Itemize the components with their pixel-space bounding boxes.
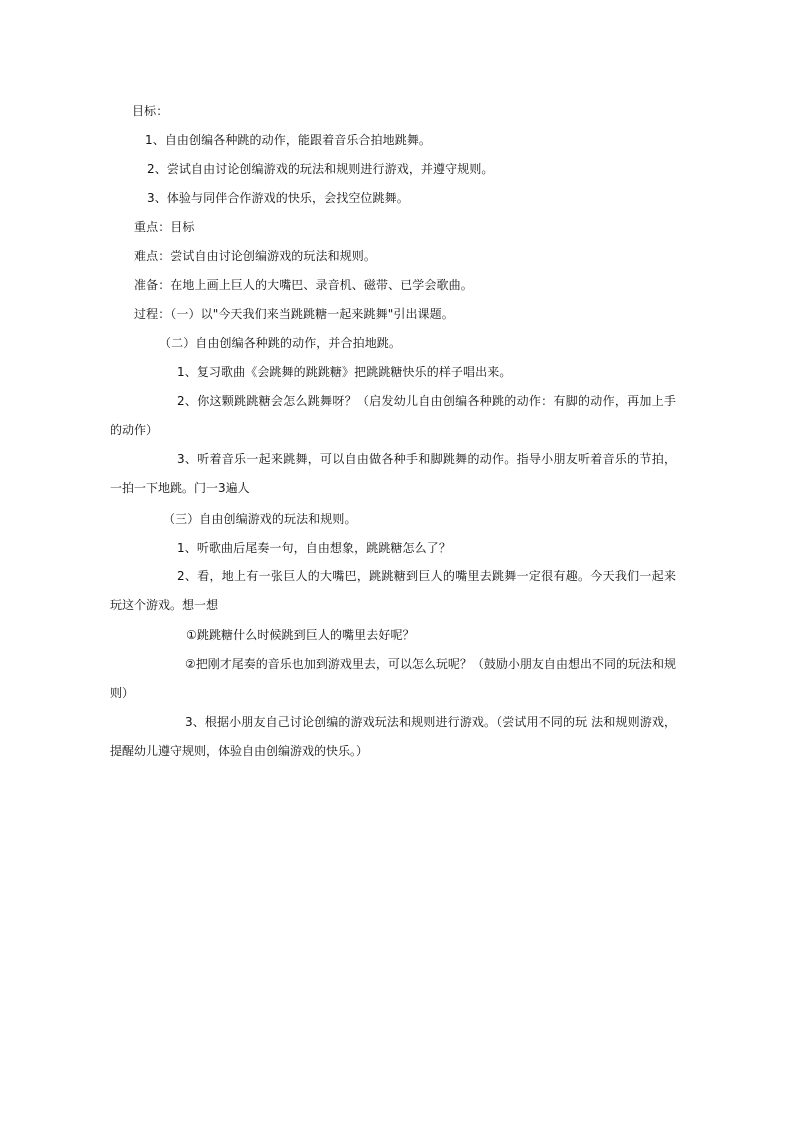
section-3-item-2: 2、看，地上有一张巨人的大嘴巴，跳跳糖到巨人的嘴里去跳舞一定很有趣。今天我们一起来玩这个游戏。想一想 — [110, 569, 676, 612]
goal-item-3: 3、体验与同伴合作游戏的快乐，会找空位跳舞。 — [147, 191, 409, 205]
goal-item-1: 1、自由创编各种跳的动作，能跟着音乐合拍地跳舞。 — [145, 133, 432, 147]
section-2-item-3: 3、听着音乐一起来跳舞，可以自由做各种手和脚跳舞的动作。指导小朋友听着音乐的节拍，一拍一下地跳。门一3遍人 — [110, 452, 676, 495]
section-3-question-2: ②把刚才尾奏的音乐也加到游戏里去，可以怎么玩呢？（鼓励小朋友自由想出不同的玩法和规则） — [110, 657, 676, 700]
section-3-item-3: 3、根据小朋友自己讨论创编的游戏玩法和规则进行游戏。（尝试用不同的玩 法和规则游戏，提醒幼儿遵守规则，体验自由创编游戏的快乐。） — [110, 715, 676, 758]
preparation: 准备：在地上画上巨人的大嘴巴、录音机、磁带、已学会歌曲。 — [134, 278, 473, 292]
section-2-title: （二）自由创编各种跳的动作，并合拍地跳。 — [159, 336, 402, 350]
section-3-question-1: ①跳跳糖什么时候跳到巨人的嘴里去好呢？ — [186, 628, 415, 642]
process-intro: 过程：（一）以"今天我们来当跳跳糖一起来跳舞"引出课题。 — [134, 307, 454, 321]
section-2-item-2: 2、你这颗跳跳糖会怎么跳舞呀？（启发幼儿自由创编各种跳的动作：有脚的动作，再加上手的动作） — [110, 394, 676, 437]
key-point: 重点：目标 — [134, 220, 195, 234]
section-3-item-1: 1、听歌曲后尾奏一句，自由想象，跳跳糖怎么了？ — [177, 541, 451, 555]
section-2-item-1: 1、复习歌曲《会跳舞的跳跳糖》把跳跳糖快乐的样子唱出来。 — [177, 365, 512, 379]
goal-item-2: 2、尝试自由讨论创编游戏的玩法和规则进行游戏，并遵守规则。 — [147, 162, 494, 176]
goal-label: 目标： — [132, 104, 169, 118]
section-3-title: （三）自由创编游戏的玩法和规则。 — [163, 512, 357, 526]
difficulty: 难点：尝试自由讨论创编游戏的玩法和规则。 — [134, 249, 377, 263]
